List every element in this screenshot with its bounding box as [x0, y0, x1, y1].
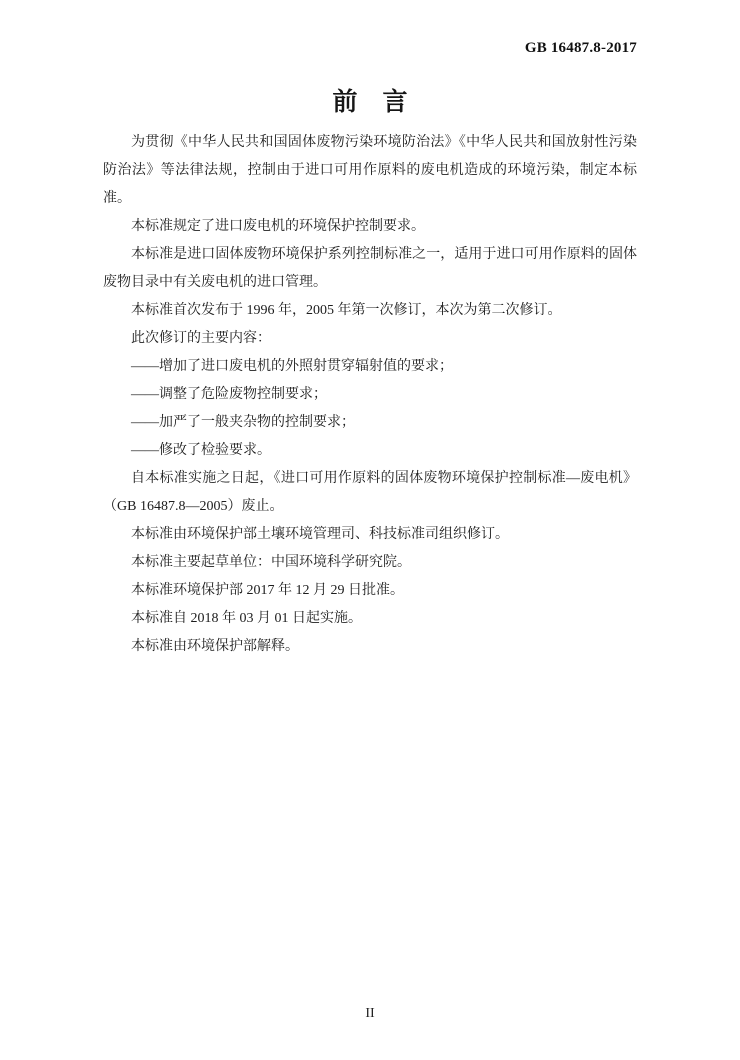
- body-paragraph: 本标准由环境保护部解释。: [131, 639, 299, 654]
- foreword-body: [103, 129, 637, 661]
- foreword-title: 前 言: [332, 89, 408, 116]
- body-paragraph: 自本标准实施之日起，《进口可用作原料的固体废物环境保护控制标准—废电机》（GB 16487.8—2005）废止。: [103, 471, 637, 514]
- revision-item: ——调整了危险废物控制要求；: [131, 387, 327, 402]
- body-paragraph: 本标准规定了进口废电机的环境保护控制要求。: [131, 219, 425, 234]
- body-paragraph: 本标准首次发布于 1996 年，2005 年第一次修订，本次为第二次修订。: [131, 303, 562, 318]
- revision-item: ——加严了一般夹杂物的控制要求；: [131, 415, 355, 430]
- page-number: II: [365, 1006, 375, 1021]
- body-paragraph: 本标准环境保护部 2017 年 12 月 29 日批准。: [131, 583, 404, 598]
- body-paragraph: 此次修订的主要内容：: [131, 331, 271, 346]
- body-paragraph: 本标准由环境保护部土壤环境管理司、科技标准司组织修订。: [131, 527, 509, 542]
- standard-code-header: GB 16487.8-2017: [524, 40, 637, 56]
- body-paragraph: 本标准自 2018 年 03 月 01 日起实施。: [131, 611, 362, 626]
- revision-item: ——增加了进口废电机的外照射贯穿辐射值的要求；: [131, 359, 453, 374]
- body-paragraph: 为贯彻《中华人民共和国固体废物污染环境防治法》《中华人民共和国放射性污染防治法》等法律法规，控制由于进口可用作原料的废电机造成的环境污染，制定本标准。: [103, 135, 637, 206]
- body-paragraph: 本标准是进口固体废物环境保护系列控制标准之一，适用于进口可用作原料的固体废物目录中有关废电机的进口管理。: [103, 247, 637, 290]
- revision-item: ——修改了检验要求。: [131, 443, 271, 458]
- body-paragraph: 本标准主要起草单位：中国环境科学研究院。: [131, 555, 411, 570]
